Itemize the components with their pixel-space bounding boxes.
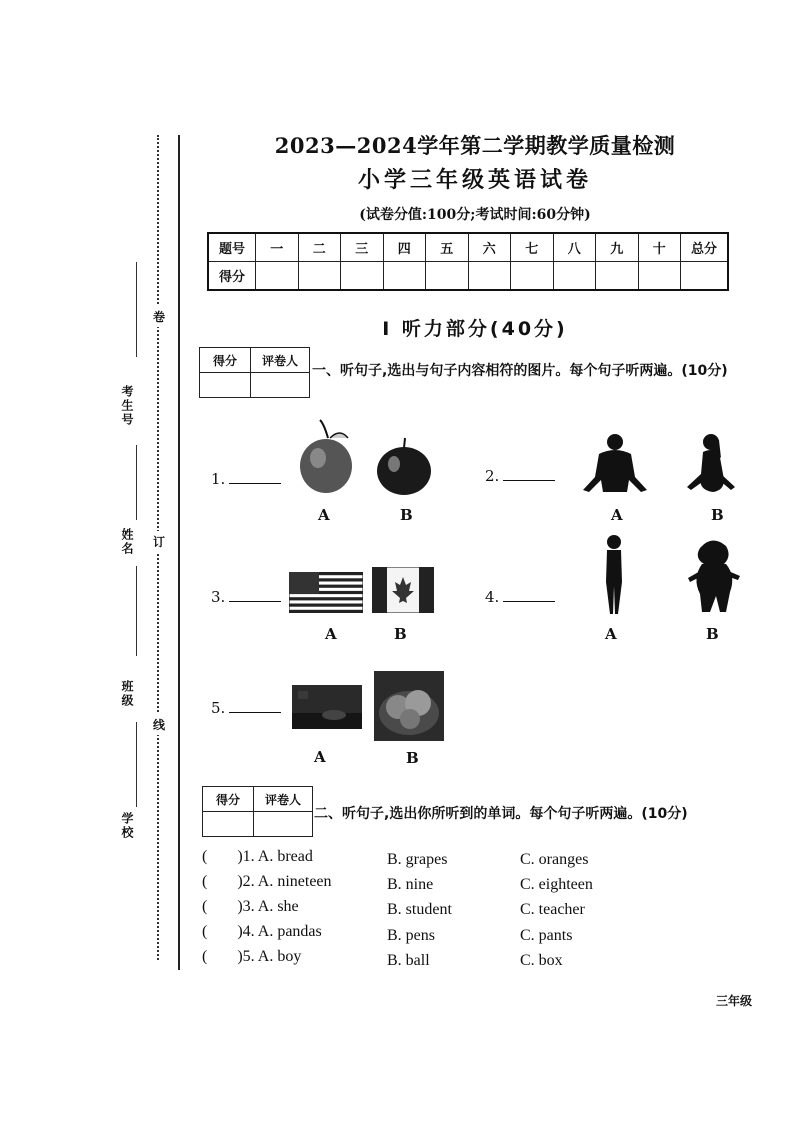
picture-2b-woman-icon (683, 432, 741, 494)
score-label: 得分 (208, 262, 256, 291)
picture-3b-canada-flag-icon (372, 567, 434, 613)
score-cell[interactable] (426, 262, 469, 291)
score-table-score-row (208, 262, 728, 291)
mini-grader-cell[interactable] (251, 373, 310, 398)
col-1: 一 (256, 233, 299, 262)
binding-label-ding: 订 (153, 531, 165, 552)
score-cell[interactable] (341, 262, 384, 291)
question-number: 4. (485, 588, 500, 606)
score-cell[interactable] (256, 262, 299, 291)
item-option-a: )4. A. pandas (237, 923, 322, 940)
section2-score-box (202, 786, 313, 837)
picture-4a-tall-girl-icon (598, 534, 630, 616)
question-number: 2. (485, 467, 500, 485)
question-number: 5. (211, 699, 226, 717)
picture-2a-man-icon (577, 432, 652, 494)
question-number: 3. (211, 588, 226, 606)
option-label-a: A (611, 506, 623, 524)
option-label-b: B (394, 625, 407, 643)
item-option-a: )2. A. nineteen (237, 873, 332, 890)
picture-4b-girl-icon (686, 536, 742, 614)
col-7: 七 (511, 233, 554, 262)
item-option-c: C. box (520, 952, 563, 969)
question-2 (485, 467, 555, 485)
score-cell[interactable] (511, 262, 554, 291)
item-option-b: B. nine (387, 876, 434, 893)
score-cell[interactable] (553, 262, 596, 291)
item-option-b: B. grapes (387, 851, 448, 868)
binding-label-xian: 线 (153, 714, 165, 735)
question-no-label: 题号 (208, 233, 256, 262)
mini-score-label: 得分 (200, 348, 251, 373)
answer-blank[interactable] (503, 589, 555, 602)
option-label-b: B (706, 625, 719, 643)
option-label-b: B (406, 749, 419, 767)
section2-item-1 (202, 848, 313, 866)
name-line (136, 445, 137, 520)
score-table-header-row (208, 233, 728, 262)
footer-grade-label: 三年级 (715, 994, 752, 1008)
answer-blank[interactable] (503, 468, 555, 481)
option-label-b: B (400, 506, 413, 524)
score-cell[interactable] (638, 262, 681, 291)
item-option-b: B. pens (387, 927, 435, 944)
total-score-cell[interactable] (681, 262, 729, 291)
question-3 (211, 588, 281, 606)
mini-grader-cell[interactable] (254, 812, 313, 837)
binding-solid-line (178, 135, 180, 970)
answer-blank[interactable] (229, 589, 281, 602)
score-table (207, 232, 729, 291)
section1-instruction: 一、听句子,选出与句子内容相符的图片。每个句子听两遍。(10分) (312, 363, 728, 379)
section2-item-2 (202, 873, 332, 891)
col-6: 六 (468, 233, 511, 262)
question-1 (211, 470, 281, 488)
mini-grader-label: 评卷人 (254, 787, 313, 812)
picture-3a-usa-flag-icon (289, 572, 363, 613)
col-2: 二 (298, 233, 341, 262)
item-option-c: C. teacher (520, 901, 585, 918)
school-label: 学校 (120, 812, 134, 840)
picture-1b-apple-icon (374, 436, 434, 496)
item-option-b: B. ball (387, 952, 430, 969)
item-option-a: )3. A. she (237, 898, 299, 915)
section2-item-3 (202, 898, 299, 916)
item-paren[interactable]: ( (202, 848, 208, 865)
section2-item-5 (202, 948, 301, 966)
item-paren[interactable]: ( (202, 873, 208, 890)
item-paren[interactable]: ( (202, 948, 208, 965)
student-no-label: 考生号 (120, 385, 134, 427)
name-label: 姓名 (120, 528, 134, 556)
school-line (136, 722, 137, 807)
item-option-a: )1. A. bread (237, 848, 313, 865)
item-option-b: B. student (387, 901, 452, 918)
exam-info: (试卷分值:100分;考试时间:60分钟) (359, 207, 591, 223)
binding-label-juan: 卷 (153, 306, 165, 327)
part1-heading: Ⅰ 听力部分(40分) (382, 318, 568, 340)
question-4 (485, 588, 555, 606)
item-paren[interactable]: ( (202, 923, 208, 940)
item-option-c: C. oranges (520, 851, 589, 868)
option-label-a: A (318, 506, 330, 524)
section1-score-box (199, 347, 310, 398)
option-label-a: A (314, 748, 326, 766)
col-4: 四 (383, 233, 426, 262)
exam-title: 2023—2024学年第二学期教学质量检测 (274, 133, 676, 158)
score-cell[interactable] (468, 262, 511, 291)
score-cell[interactable] (383, 262, 426, 291)
col-5: 五 (426, 233, 469, 262)
question-number: 1. (211, 470, 226, 488)
col-10: 十 (638, 233, 681, 262)
mini-score-cell[interactable] (200, 373, 251, 398)
option-label-b: B (711, 506, 724, 524)
section2-instruction: 二、听句子,选出你所听到的单词。每个句子听两遍。(10分) (314, 806, 688, 822)
answer-blank[interactable] (229, 471, 281, 484)
class-label: 班级 (120, 680, 134, 708)
picture-1a-apple-icon (298, 418, 358, 496)
item-option-c: C. pants (520, 927, 573, 944)
score-cell[interactable] (596, 262, 639, 291)
mini-grader-label: 评卷人 (251, 348, 310, 373)
total-label: 总分 (681, 233, 729, 262)
picture-5a-night-scene-icon (292, 685, 362, 729)
option-label-a: A (325, 625, 337, 643)
option-label-a: A (605, 625, 617, 643)
section2-item-4 (202, 923, 322, 941)
class-line (136, 566, 137, 656)
col-9: 九 (596, 233, 639, 262)
item-paren[interactable]: ( (202, 898, 208, 915)
answer-blank[interactable] (229, 700, 281, 713)
col-8: 八 (553, 233, 596, 262)
picture-5b-fruit-bowl-icon (374, 671, 444, 741)
student-no-line (136, 262, 137, 357)
score-cell[interactable] (298, 262, 341, 291)
item-option-c: C. eighteen (520, 876, 593, 893)
exam-subtitle: 小学三年级英语试卷 (357, 167, 592, 193)
item-option-a: )5. A. boy (237, 948, 302, 965)
mini-score-cell[interactable] (203, 812, 254, 837)
mini-score-label: 得分 (203, 787, 254, 812)
col-3: 三 (341, 233, 384, 262)
question-5 (211, 699, 281, 717)
